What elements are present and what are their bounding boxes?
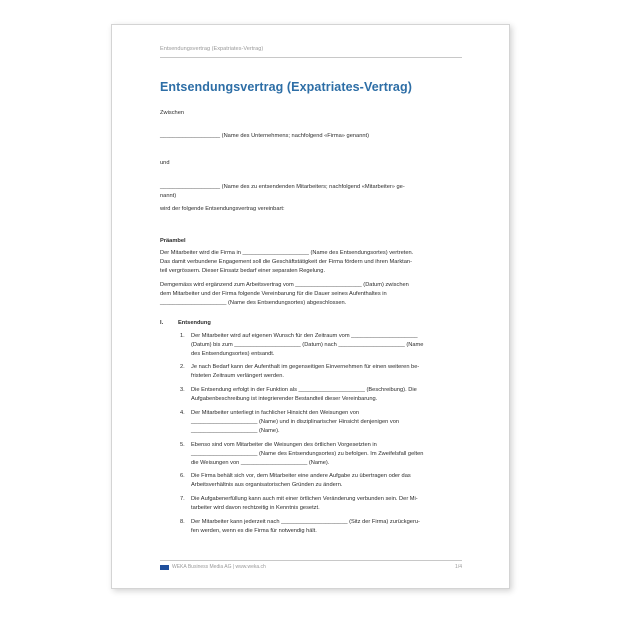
preamble-p2-line2: dem Mitarbeiter und der Firma folgende Vereinbarung für die Dauer seines Aufenthaltes in <box>160 291 387 297</box>
list-item-line: Der Mitarbeiter unterliegt in fachlicher Hinsicht den Weisungen von <box>191 410 360 416</box>
intro-between: Zwischen <box>160 110 185 116</box>
list-item-line: Der Mitarbeiter kann jederzeit nach _____________________ (Sitz der Firma) zurückgeru- <box>191 519 420 525</box>
list-item-number: 5. <box>180 442 185 448</box>
preamble-p2-line1: Demgemäss wird ergänzend zum Arbeitsvertrag vom _____________________ (Datum) zwischen <box>160 282 409 288</box>
intro-employee-line-cont: nannt) <box>160 193 177 199</box>
list-item-line: Je nach Bedarf kann der Aufenthalt im gegenseitigen Einvernehmen für einen weiteren be- <box>191 364 420 370</box>
intro-agreed: wird der folgende Entsendungsvertrag vereinbart: <box>160 206 285 212</box>
preamble-p2-line3: _____________________ (Name des Entsendungsortes) abgeschlossen. <box>160 300 347 306</box>
list-item-number: 4. <box>180 410 185 416</box>
list-item-line: Arbeitsverhältnis aus organisatorischen Gründen zu ändern. <box>191 482 343 488</box>
preamble-p1-line2: Das damit verbundene Engagement soll die Geschäftstätigkeit der Firma fördern und ihren Marktan- <box>160 259 412 265</box>
list-item-line: des Entsendungsortes) entsandt. <box>191 351 275 357</box>
footer-rule <box>160 560 462 561</box>
list-item-number: 1. <box>180 333 185 339</box>
list-item-line: Die Aufgabenerfüllung kann auch mit einer örtlichen Veränderung verbunden sein. Der Mi- <box>191 496 418 502</box>
list-item-number: 8. <box>180 519 185 525</box>
section-heading: Entsendung <box>178 320 211 326</box>
section-number: I. <box>160 320 164 326</box>
list-item-line: _____________________ (Name). <box>191 428 280 434</box>
list-item-line: fen werden, wenn es die Firma für notwendig hält. <box>191 528 317 534</box>
weka-logo <box>160 565 169 570</box>
running-header: Entsendungsvertrag (Expatriates-Vertrag) <box>160 46 264 52</box>
list-item-line: _____________________ (Name des Entsendungsortes) zu befolgen. Im Zweifelsfall gelten <box>191 451 424 457</box>
list-item-number: 7. <box>180 496 185 502</box>
header-rule <box>160 57 462 58</box>
list-item-line: Die Firma behält sich vor, dem Mitarbeiter eine andere Aufgabe zu übertragen oder das <box>191 473 411 479</box>
preamble-heading: Präambel <box>160 238 186 244</box>
list-item-number: 2. <box>180 364 185 370</box>
intro-and: und <box>160 160 170 166</box>
list-item-line: _____________________ (Name) und in disziplinarischer Hinsicht denjenigen von <box>191 419 400 425</box>
list-item-line: Die Entsendung erfolgt in der Funktion als _____________________ (Beschreibung). Die <box>191 387 417 393</box>
list-item-line: Aufgabenbeschreibung ist integrierender Bestandteil dieser Vereinbarung. <box>191 396 378 402</box>
list-item-line: Ebenso sind vom Mitarbeiter die Weisungen des örtlichen Vorgesetzten in <box>191 442 377 448</box>
list-item-number: 6. <box>180 473 185 479</box>
page-number: 1/4 <box>455 564 462 570</box>
list-item-number: 3. <box>180 387 185 393</box>
preamble-p1-line3: teil vergrössern. Dieser Einsatz bedarf einer separaten Regelung. <box>160 268 326 274</box>
document-title: Entsendungsvertrag (Expatriates-Vertrag) <box>160 80 412 94</box>
list-item-line: Der Mitarbeiter wird auf eigenen Wunsch für den Zeitraum vom _____________________ <box>191 333 418 339</box>
list-item-line: fristeten Zeitraum verlängert werden. <box>191 373 284 379</box>
document-page <box>111 24 510 589</box>
intro-firm-line: ___________________ (Name des Unternehmens; nachfolgend «Firma» genannt) <box>160 133 370 139</box>
intro-employee-line: ___________________ (Name des zu entsendenden Mitarbeiters; nachfolgend «Mitarbeiter» ge- <box>160 184 405 190</box>
list-item-line: (Datum) bis zum _____________________ (Datum) nach _____________________ (Name <box>191 342 424 348</box>
footer-publisher: WEKA Business Media AG | www.weka.ch <box>172 564 266 570</box>
preamble-p1-line1: Der Mitarbeiter wird die Firma in _____________________ (Name des Entsendungsortes) vertreten. <box>160 250 414 256</box>
list-item-line: die Weisungen von _____________________ (Name). <box>191 460 330 466</box>
list-item-line: tarbeiter wird davon rechtzeitig in Kenntnis gesetzt. <box>191 505 320 511</box>
